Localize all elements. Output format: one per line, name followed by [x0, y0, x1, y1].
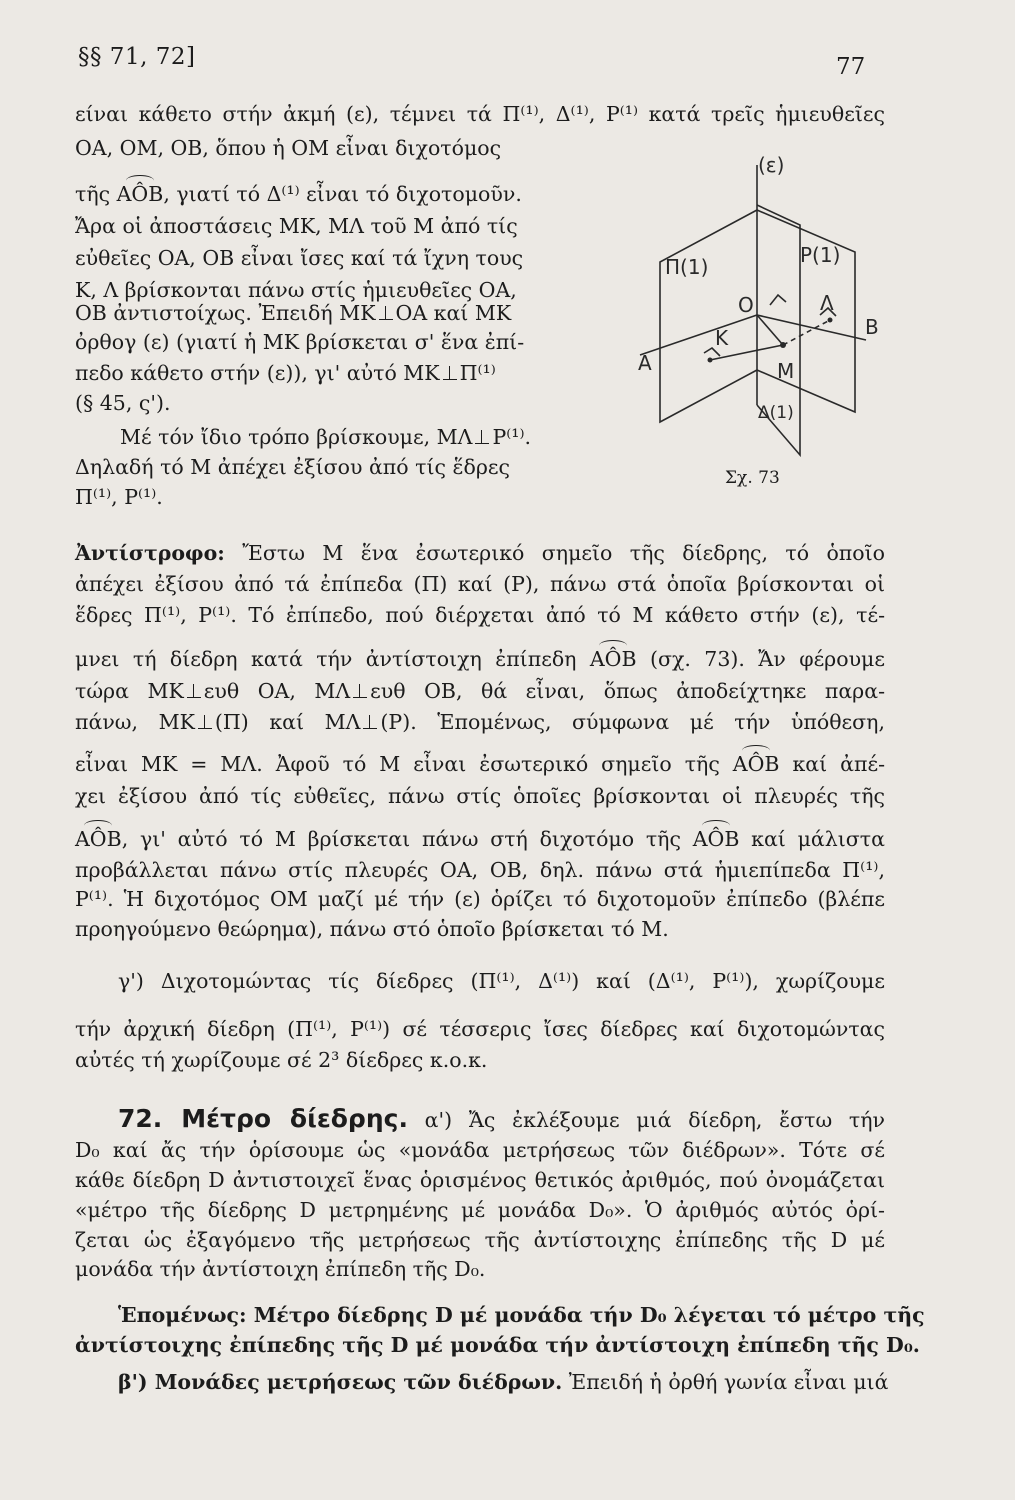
perpendicular-symbol — [443, 366, 457, 380]
section-reference: §§ 71, 72] — [78, 44, 196, 70]
text-line: εἶναι ΜΚ = ΜΛ. Ἀφοῦ τό Μ εἶναι ἐσωτερικό σημεῖο τῆς ΑÔΒ καί ἀπέ- — [75, 752, 885, 776]
ray-ob — [757, 315, 866, 340]
angle-arc: ΑÔΒ — [589, 647, 637, 671]
text-line: Ρ⁽¹⁾. Ἡ διχοτόμος ΟΜ μαζί μέ τήν (ε) ὁρίζει τό διχοτομοῦν ἐπίπεδο (βλέπε — [75, 887, 885, 911]
text-line: χει ἐξίσου ἀπό τίς εὐθεῖες, πάνω στίς ὁποῖες βρίσκονται οἱ πλευρές τῆς — [75, 784, 885, 808]
bold-definition-line: Ἑπομένως: Μέτρο δίεδρης D μέ μονάδα τήν D₀ λέγεται τό μέτρο τῆς — [118, 1303, 925, 1327]
label-lambda: Λ — [820, 291, 834, 315]
text-line: είναι κάθετο στήν ἀκμή (ε), τέμνει τά Π⁽¹⁾, Δ⁽¹⁾, Ρ⁽¹⁾ κατά τρεῖς ἡμιευθεῖες — [75, 102, 885, 126]
text-line: Δηλαδή τό Μ ἀπέχει ἐξίσου ἀπό τίς ἕδρες — [75, 455, 510, 479]
text-line: ἀπέχει ἐξίσου ἀπό τά ἐπίπεδα (Π) καί (Ρ), πάνω στά ὁποῖα βρίσκονται οἱ — [75, 572, 885, 596]
text-line: «μέτρο τῆς δίεδρης D μετρημένης μέ μονάδα D₀». Ὁ ἀριθμός αὐτός ὁρί- — [75, 1198, 885, 1222]
label-k: K — [715, 326, 729, 350]
bold-definition-line: ἀντίστοιχης ἐπίπεδης τῆς D μέ μονάδα τήν ἀντίστοιχη ἐπίπεδη τῆς D₀. — [75, 1333, 920, 1357]
angle-arc: ΑÔΒ — [692, 827, 740, 851]
text-line: τήν ἀρχική δίεδρη (Π⁽¹⁾, Ρ⁽¹⁾) σέ τέσσερις ἴσες δίεδρες καί διχοτομώντας — [75, 1017, 885, 1041]
text-line: πεδο κάθετο στήν (ε)), γι' αὐτό ΜΚ Π⁽¹⁾ — [75, 361, 496, 385]
text-line: ΑÔΒ, γι' αὐτό τό Μ βρίσκεται πάνω στή διχοτόμο τῆς ΑÔΒ καί μάλιστα — [75, 827, 885, 851]
text-line: Ἀντίστροφο: Ἔστω Μ ἕνα ἐσωτερικό σημεῖο τῆς δίεδρης, τό ὁποῖο — [75, 541, 885, 565]
perpendicular-symbol — [187, 684, 201, 698]
text-line: β') Μονάδες μετρήσεως τῶν διέδρων. Ἐπειδή ἡ ὀρθή γωνία εἶναι μιά — [118, 1370, 889, 1394]
section-72-heading-line: 72. Μέτρο δίεδρης. α') Ἄς ἐκλέξουμε μιά δίεδρη, ἔστω τήν — [118, 1104, 886, 1133]
label-pi1: Π(1) — [665, 255, 709, 279]
text-line: πάνω, ΜΚ (Π) καί ΜΛ (Ρ). Ἑπομένως, σύμφωνα μέ τήν ὑπόθεση, — [75, 710, 885, 734]
point-l — [828, 318, 833, 323]
text-line: ΟΒ ἀντιστοίχως. Ἐπειδή ΜΚ ΟΑ καί ΜΚ — [75, 301, 512, 325]
text-line: Π⁽¹⁾, Ρ⁽¹⁾. — [75, 485, 163, 509]
label-epsilon: (ε) — [758, 153, 785, 177]
label-a: A — [638, 351, 652, 375]
label-m: M — [777, 359, 795, 383]
page-number: 77 — [836, 54, 866, 80]
text-line: τώρα ΜΚ ευθ ΟΑ, ΜΛ ευθ ΟΒ, θά εἶναι, ὅπως ἀποδείχτηκε παρα- — [75, 679, 886, 703]
text-line: ζεται ὡς ἐξαγόμενο τῆς μετρήσεως τῆς ἀντίστοιχης ἐπίπεδης τῆς D μέ — [75, 1228, 885, 1252]
text-line: ὀρθογ (ε) (γιατί ἡ ΜΚ βρίσκεται σ' ἕνα ἐπί- — [75, 330, 525, 354]
figure-dihedral-diagram — [620, 150, 890, 470]
angle-arc: ΑÔΒ — [116, 182, 164, 206]
text-line: Ἄρα οἱ ἀποστάσεις ΜΚ, ΜΛ τοῦ Μ ἀπό τίς — [75, 214, 518, 238]
text-line: κάθε δίεδρη D ἀντιστοιχεῖ ἕνας ὁρισμένος θετικός ἀριθμός, πού ὀνομάζεται — [75, 1168, 885, 1192]
right-angle-mark — [770, 295, 786, 305]
text-line: Μέ τόν ἴδιο τρόπο βρίσκουμε, ΜΛ Ρ⁽¹⁾. — [120, 425, 532, 449]
perpendicular-symbol — [363, 715, 377, 729]
ray-oa — [640, 315, 757, 355]
text-line: τῆς ΑÔΒ, γιατί τό Δ⁽¹⁾ εἶναι τό διχοτομοῦν. — [75, 182, 522, 206]
label-o: O — [738, 293, 754, 317]
label-delta1: Δ(1) — [758, 403, 794, 423]
perpendicular-symbol — [379, 306, 393, 320]
text-line: προηγούμενο θεώρημα), πάνω στό ὁποῖο βρίσκεται τό Μ. — [75, 917, 669, 941]
text-line: D₀ καί ἄς τήν ὁρίσουμε ὡς «μονάδα μετρήσεως τῶν διέδρων». Τότε σέ — [75, 1138, 885, 1162]
text-line: γ') Διχοτομώντας τίς δίεδρες (Π⁽¹⁾, Δ⁽¹⁾) καί (Δ⁽¹⁾, Ρ⁽¹⁾), χωρίζουμε — [118, 969, 885, 993]
text-line: Κ, Λ βρίσκονται πάνω στίς ἡμιευθεῖες ΟΑ, — [75, 278, 517, 302]
text-line: (§ 45, ς'). — [75, 391, 171, 415]
angle-arc: ΑÔΒ — [732, 752, 780, 776]
point-m — [780, 342, 786, 348]
point-k — [708, 358, 713, 363]
text-line: μονάδα τήν ἀντίστοιχη ἐπίπεδη τῆς D₀. — [75, 1257, 486, 1281]
segment-ml — [783, 320, 830, 345]
text-line: ἕδρες Π⁽¹⁾, Ρ⁽¹⁾. Τό ἐπίπεδο, πού διέρχεται ἀπό τό Μ κάθετο στήν (ε), τέ- — [75, 603, 885, 627]
perpendicular-symbol — [475, 430, 489, 444]
perpendicular-symbol — [353, 684, 367, 698]
figure-caption: Σχ. 73 — [725, 468, 780, 488]
text-line: προβάλλεται πάνω στίς πλευρές ΟΑ, ΟΒ, δηλ. πάνω στά ἡμιεπίπεδα Π⁽¹⁾, — [75, 858, 885, 882]
plane-p — [757, 210, 855, 412]
perpendicular-symbol — [198, 715, 212, 729]
angle-arc: ΑÔΒ — [75, 827, 122, 851]
section-title: 72. Μέτρο δίεδρης. — [118, 1104, 408, 1133]
text-line: ΟΑ, ΟΜ, ΟΒ, ὅπου ἡ ΟΜ εἶναι διχοτόμος — [75, 136, 502, 160]
label-p1: P(1) — [800, 243, 841, 267]
text-line: αὐτές τή χωρίζουμε σέ 2³ δίεδρες κ.ο.κ. — [75, 1048, 488, 1072]
text-line: μνει τή δίεδρη κατά τήν ἀντίστοιχη ἐπίπεδη ΑÔΒ (σχ. 73). Ἄν φέρουμε — [75, 647, 885, 671]
label-b: B — [865, 315, 879, 339]
text-line: εὐθεῖες ΟΑ, ΟΒ εἶναι ἴσες καί τά ἴχνη τους — [75, 246, 524, 270]
